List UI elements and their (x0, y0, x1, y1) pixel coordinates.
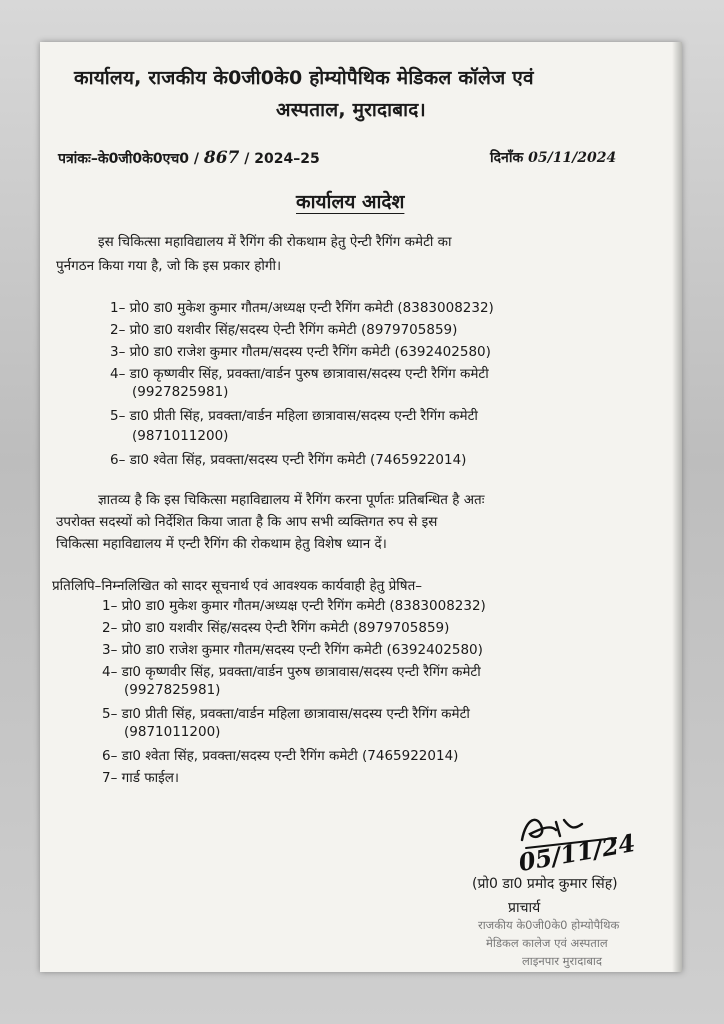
copy-item-5: 5– डा0 प्रीती सिंह, प्रवक्ता/वार्डन महिला छात्रावास/सदस्य एन्टी रैगिंग कमेटी (102, 706, 470, 722)
header-line-1: कार्यालय, राजकीय के0जी0के0 होम्योपैथिक मेडिकल कॉलेज एवं (74, 67, 534, 89)
committee-item-3: 3– प्रो0 डा0 राजेश कुमार गौतम/सदस्य एन्टी रैगिंग कमेटी (6392402580) (110, 344, 491, 360)
notice-line-2: उपरोक्त सदस्यों को निर्देशित किया जाता है कि आप सभी व्यक्तिगत रुप से इस (56, 514, 438, 530)
copy-item-4: 4– डा0 कृष्णवीर सिंह, प्रवक्ता/वार्डन पुरुष छात्रावास/सदस्य एन्टी रैगिंग कमेटी (102, 664, 481, 680)
copy-item-1: 1– प्रो0 डा0 मुकेश कुमार गौतम/अध्यक्ष एन्टी रैगिंग कमेटी (8383008232) (102, 598, 486, 614)
header-line-2: अस्पताल, मुरादाबाद। (276, 99, 426, 121)
notice-line-1: ज्ञातव्य है कि इस चिकित्सा महाविद्यालय में रैगिंग करना पूर्णतः प्रतिबन्धित है अतः (98, 492, 485, 508)
reference-handwritten-number: 867 (203, 148, 240, 168)
copy-item-7: 7– गार्ड फाईल। (102, 770, 180, 786)
document-page (40, 42, 682, 972)
date-handwritten: 05/11/2024 (528, 150, 617, 166)
copy-item-3: 3– प्रो0 डा0 राजेश कुमार गौतम/सदस्य एन्टी रैगिंग कमेटी (6392402580) (102, 642, 483, 658)
copy-item-6: 6– डा0 श्वेता सिंह, प्रवक्ता/सदस्य एन्टी रैगिंग कमेटी (7465922014) (102, 748, 459, 764)
signatory-designation: प्राचार्य (508, 900, 541, 916)
committee-item-5-phone: (9871011200) (132, 428, 229, 444)
reference-separator: / (244, 151, 250, 167)
copy-item-2: 2– प्रो0 डा0 यशवीर सिंह/सदस्य ऐन्टी रैगिंग कमेटी (8979705859) (102, 620, 450, 636)
copy-item-5-phone: (9871011200) (124, 724, 221, 740)
committee-item-5: 5– डा0 प्रीती सिंह, प्रवक्ता/वार्डन महिला छात्रावास/सदस्य एन्टी रैगिंग कमेटी (110, 408, 478, 424)
signatory-name: (प्रो0 डा0 प्रमोद कुमार सिंह) (472, 876, 618, 892)
page-title: कार्यालय आदेश (296, 191, 405, 213)
signature-date: 05/11/24 (516, 827, 638, 878)
committee-item-4: 4– डा0 कृष्णवीर सिंह, प्रवक्ता/वार्डन पुरुष छात्रावास/सदस्य एन्टी रैगिंग कमेटी (110, 366, 489, 382)
reference-date (490, 148, 616, 167)
intro-line-2: पुर्नगठन किया गया है, जो कि इस प्रकार होगी। (56, 258, 282, 274)
reference-number (58, 148, 320, 168)
committee-item-2: 2– प्रो0 डा0 यशवीर सिंह/सदस्य ऐन्टी रैगिंग कमेटी (8979705859) (110, 322, 458, 338)
intro-line-1: इस चिकित्सा महाविद्यालय में रैगिंग की रोकथाम हेतु ऐन्टी रैगिंग कमेटी का (98, 234, 452, 250)
stamp-line-1: राजकीय के0जी0के0 होम्योपैथिक (478, 918, 620, 932)
stamp-line-2: मेडिकल कालेज एवं अस्पताल (486, 936, 608, 950)
date-label: दिनाँक (490, 150, 524, 166)
copy-item-4-phone: (9927825981) (124, 682, 221, 698)
stamp-line-3: लाइनपार मुरादाबाद (522, 954, 602, 968)
committee-item-6: 6– डा0 श्वेता सिंह, प्रवक्ता/सदस्य एन्टी रैगिंग कमेटी (7465922014) (110, 452, 467, 468)
committee-item-1: 1– प्रो0 डा0 मुकेश कुमार गौतम/अध्यक्ष एन्टी रैगिंग कमेटी (8383008232) (110, 300, 494, 316)
committee-item-4-phone: (9927825981) (132, 384, 229, 400)
reference-prefix: पत्रांकः–के0जी0के0एच0 / (58, 151, 199, 167)
copy-heading: प्रतिलिपि–निम्नलिखित को सादर सूचनार्थ एवं आवश्यक कार्यवाही हेतु प्रेषित– (52, 578, 423, 594)
notice-line-3: चिकित्सा महाविद्यालय में एन्टी रैगिंग की रोकथाम हेतु विशेष ध्यान दें। (56, 536, 387, 552)
reference-year: 2024–25 (254, 151, 320, 167)
